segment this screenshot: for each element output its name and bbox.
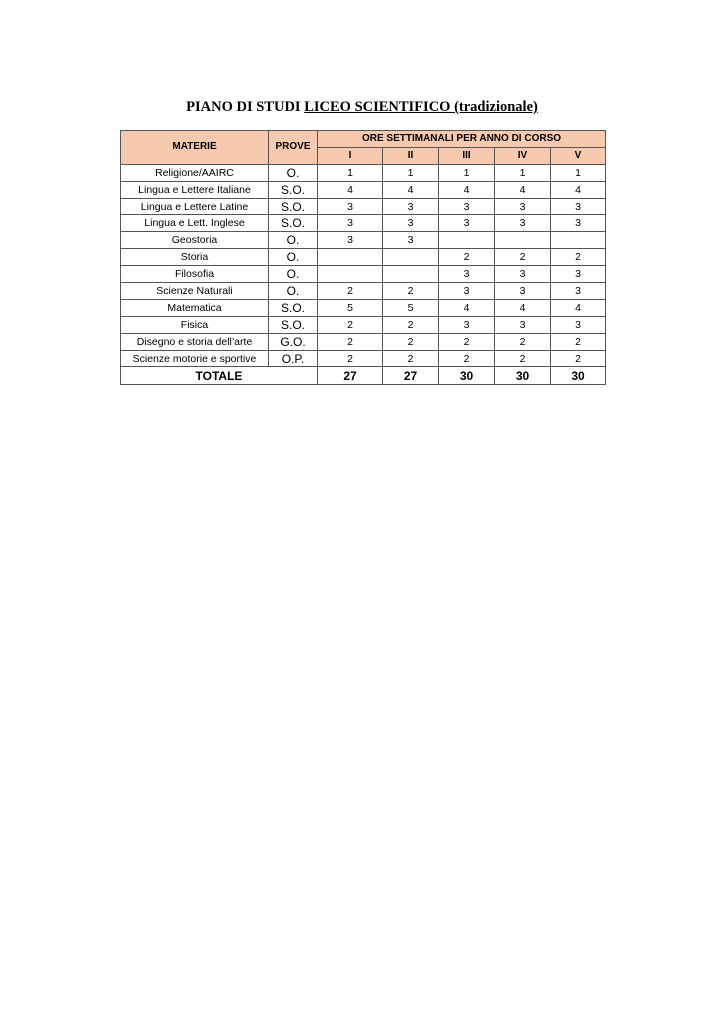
hours-cell: 1 <box>439 164 495 181</box>
hours-cell: 2 <box>383 316 439 333</box>
hours-cell: 2 <box>383 333 439 350</box>
table-row <box>121 181 606 198</box>
subject-cell: Scienze motorie e sportive <box>121 350 269 367</box>
header-ore-settimanali: ORE SETTIMANALI PER ANNO DI CORSO <box>318 131 606 148</box>
hours-cell: 2 <box>439 333 495 350</box>
table-body <box>121 164 606 367</box>
hours-cell <box>495 232 551 249</box>
hours-cell: 5 <box>318 299 383 316</box>
hours-cell: 2 <box>551 350 606 367</box>
hours-cell: 3 <box>383 215 439 232</box>
hours-cell: 3 <box>439 283 495 300</box>
hours-cell: 3 <box>551 266 606 283</box>
hours-cell: 2 <box>439 350 495 367</box>
subject-cell: Geostoria <box>121 232 269 249</box>
subject-cell: Lingua e Lettere Latine <box>121 198 269 215</box>
header-year-i: I <box>318 147 383 164</box>
total-value: 30 <box>495 367 551 385</box>
exam-type-cell: O. <box>269 266 318 283</box>
subject-cell: Scienze Naturali <box>121 283 269 300</box>
exam-type-cell: S.O. <box>269 316 318 333</box>
hours-cell: 2 <box>318 350 383 367</box>
total-value: 30 <box>439 367 495 385</box>
header-year-iv: IV <box>495 147 551 164</box>
header-row <box>121 131 606 148</box>
total-label: TOTALE <box>121 367 318 385</box>
hours-cell <box>383 249 439 266</box>
hours-cell: 4 <box>551 299 606 316</box>
hours-cell: 2 <box>495 350 551 367</box>
hours-cell: 3 <box>439 198 495 215</box>
hours-cell <box>383 266 439 283</box>
table-row <box>121 215 606 232</box>
hours-cell: 2 <box>551 249 606 266</box>
table-row <box>121 266 606 283</box>
table-row <box>121 350 606 367</box>
hours-cell: 2 <box>383 350 439 367</box>
subject-cell: Religione/AAIRC <box>121 164 269 181</box>
exam-type-cell: O. <box>269 232 318 249</box>
page-title <box>0 98 724 116</box>
exam-type-cell: O.P. <box>269 350 318 367</box>
table-row <box>121 198 606 215</box>
subject-cell: Fisica <box>121 316 269 333</box>
hours-cell <box>439 232 495 249</box>
hours-cell: 4 <box>551 181 606 198</box>
hours-cell: 3 <box>495 266 551 283</box>
hours-cell: 3 <box>439 215 495 232</box>
hours-cell: 2 <box>495 333 551 350</box>
subject-cell: Matematica <box>121 299 269 316</box>
exam-type-cell: S.O. <box>269 299 318 316</box>
hours-cell: 4 <box>495 299 551 316</box>
subject-cell: Lingua e Lett. Inglese <box>121 215 269 232</box>
hours-cell: 3 <box>439 316 495 333</box>
hours-cell: 2 <box>495 249 551 266</box>
hours-cell: 1 <box>318 164 383 181</box>
hours-cell: 2 <box>439 249 495 266</box>
header-materie: MATERIE <box>121 131 269 165</box>
hours-cell: 4 <box>383 181 439 198</box>
header-year-iii: III <box>439 147 495 164</box>
hours-cell: 3 <box>495 283 551 300</box>
hours-cell: 4 <box>495 181 551 198</box>
subject-cell: Storia <box>121 249 269 266</box>
hours-cell: 2 <box>383 283 439 300</box>
hours-cell: 1 <box>551 164 606 181</box>
hours-cell <box>318 249 383 266</box>
hours-cell: 2 <box>318 316 383 333</box>
hours-cell <box>318 266 383 283</box>
hours-cell <box>551 232 606 249</box>
hours-cell: 5 <box>383 299 439 316</box>
hours-cell: 3 <box>495 198 551 215</box>
hours-cell: 3 <box>495 215 551 232</box>
hours-cell: 3 <box>383 232 439 249</box>
hours-cell: 2 <box>318 333 383 350</box>
table-row <box>121 249 606 266</box>
title-prefix: PIANO DI STUDI <box>186 99 305 115</box>
table-row <box>121 164 606 181</box>
total-value: 30 <box>551 367 606 385</box>
exam-type-cell: O. <box>269 249 318 266</box>
subject-cell: Disegno e storia dell’arte <box>121 333 269 350</box>
hours-cell: 3 <box>551 198 606 215</box>
header-year-v: V <box>551 147 606 164</box>
hours-cell: 2 <box>551 333 606 350</box>
header-year-ii: II <box>383 147 439 164</box>
hours-cell: 3 <box>318 232 383 249</box>
hours-cell: 3 <box>551 283 606 300</box>
hours-cell: 3 <box>318 215 383 232</box>
exam-type-cell: S.O. <box>269 181 318 198</box>
exam-type-cell: S.O. <box>269 215 318 232</box>
hours-cell: 3 <box>551 215 606 232</box>
hours-cell: 4 <box>318 181 383 198</box>
total-row <box>121 367 606 385</box>
hours-cell: 3 <box>551 316 606 333</box>
exam-type-cell: O. <box>269 164 318 181</box>
table-row <box>121 316 606 333</box>
table-row <box>121 232 606 249</box>
total-value: 27 <box>383 367 439 385</box>
table-row <box>121 283 606 300</box>
hours-cell: 3 <box>383 198 439 215</box>
hours-cell: 4 <box>439 299 495 316</box>
exam-type-cell: G.O. <box>269 333 318 350</box>
table-row <box>121 333 606 350</box>
hours-cell: 1 <box>495 164 551 181</box>
exam-type-cell: O. <box>269 283 318 300</box>
title-underlined: LICEO SCIENTIFICO (tradizionale) <box>304 99 538 115</box>
hours-cell: 2 <box>318 283 383 300</box>
subject-cell: Lingua e Lettere Italiane <box>121 181 269 198</box>
study-plan-table <box>120 130 606 385</box>
hours-cell: 3 <box>439 266 495 283</box>
hours-cell: 4 <box>439 181 495 198</box>
hours-cell: 3 <box>495 316 551 333</box>
hours-cell: 1 <box>383 164 439 181</box>
total-value: 27 <box>318 367 383 385</box>
table-row <box>121 299 606 316</box>
hours-cell: 3 <box>318 198 383 215</box>
header-prove: PROVE <box>269 131 318 165</box>
subject-cell: Filosofia <box>121 266 269 283</box>
exam-type-cell: S.O. <box>269 198 318 215</box>
